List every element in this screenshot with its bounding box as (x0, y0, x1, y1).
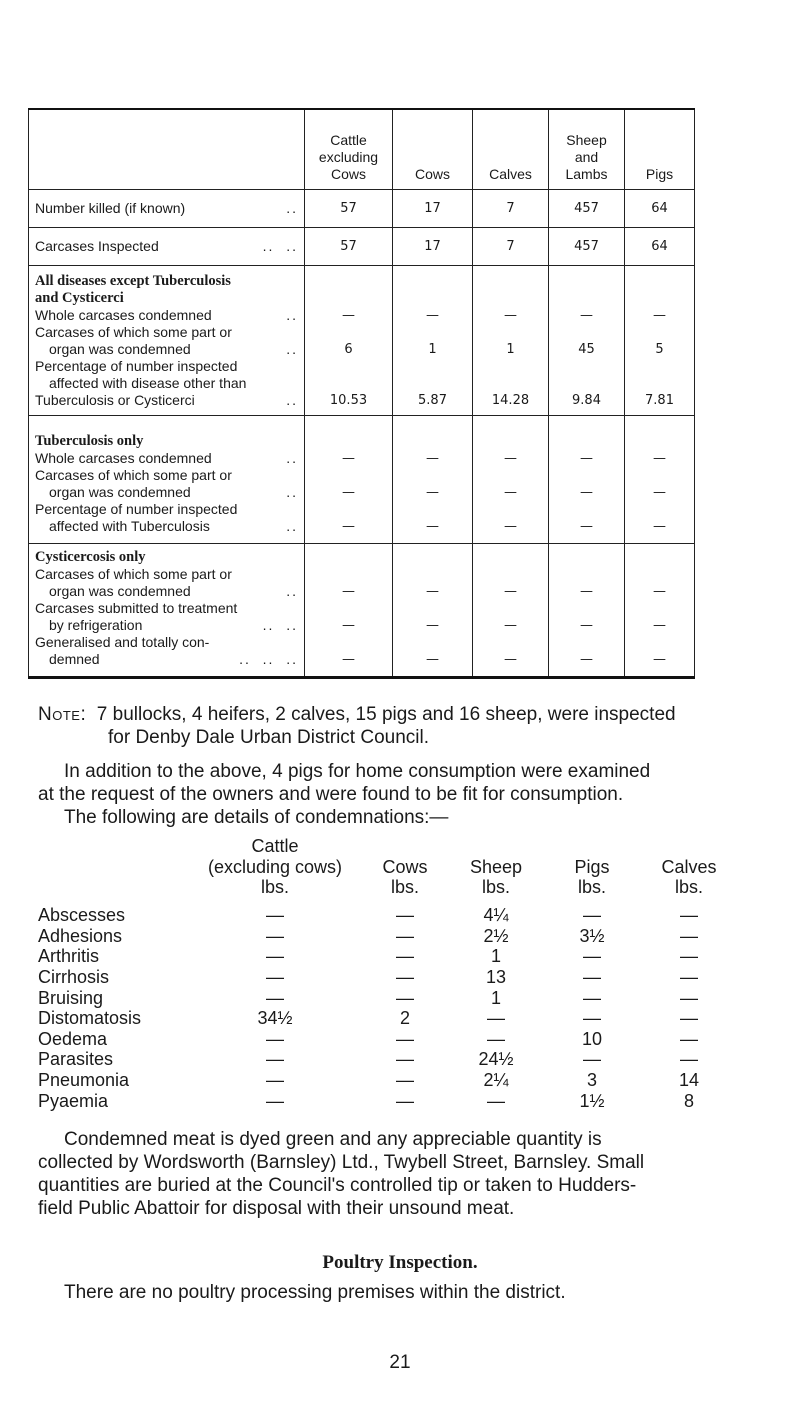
cell-value: 34½ (257, 1008, 293, 1029)
condemnations-body (38, 905, 738, 1111)
table-row (38, 1070, 738, 1091)
cell-value: — (396, 1090, 414, 1111)
cell-value: — (653, 484, 666, 500)
cell-value: 2 (399, 1008, 410, 1029)
table-row (38, 1049, 738, 1070)
paragraph-line: quantities are buried at the Council's controlled tip or taken to Hudders- (38, 1175, 637, 1196)
cell-value: — (396, 925, 414, 946)
header-cows: Cows (393, 109, 473, 189)
cell-value: 17 (393, 189, 473, 227)
cell-value: 1½ (579, 1090, 605, 1111)
header-cattle: (excluding cows) (207, 856, 343, 877)
row-label: Carcases submitted to treatment (35, 599, 238, 616)
header-calves: Calves (661, 856, 717, 877)
cell-value: 1 (490, 987, 501, 1008)
inspection-table (28, 108, 695, 679)
cell-value: — (583, 987, 601, 1008)
cell-value: — (680, 966, 698, 987)
cell-value: 10 (581, 1028, 603, 1049)
cell-value: 57 (305, 227, 393, 265)
table-row (38, 967, 738, 988)
cell-value: — (680, 1008, 698, 1029)
cell-value: — (583, 946, 601, 967)
condemnations-header (38, 857, 738, 878)
row-label: Percentage of number inspected (35, 500, 238, 517)
header-pigs: Pigs (574, 856, 610, 877)
section-heading: All diseases except Tuberculosis (35, 272, 231, 289)
cell-value: 1 (428, 341, 437, 357)
table-row: Carcases Inspected .. .. 57 17 7 457 64 (29, 227, 695, 265)
cell-value: — (396, 1028, 414, 1049)
cell-value: — (680, 1049, 698, 1070)
cell-value: — (426, 583, 439, 599)
row-label: Carcases of which some part or (35, 565, 232, 582)
note-paragraph (38, 703, 738, 749)
paragraph-line: field Public Abattoir for disposal with their unsound meat. (38, 1198, 515, 1219)
condemnations-units (38, 877, 738, 905)
note-label: Note: (38, 704, 87, 725)
condition-name: Parasites (38, 1049, 114, 1070)
cell-value: — (504, 307, 517, 323)
cell-value: 10.53 (329, 392, 368, 408)
cell-value: 4¼ (483, 905, 509, 926)
cell-value: 14 (678, 1069, 700, 1090)
cell-value: — (653, 307, 666, 323)
paragraph-line: at the request of the owners and were found to be fit for consumption. (38, 784, 624, 805)
table-row (38, 905, 738, 926)
cell-value: 2¼ (483, 1069, 509, 1090)
cell-value: — (266, 1028, 284, 1049)
table-row (38, 926, 738, 947)
cell-value: — (583, 905, 601, 926)
condition-name: Oedema (38, 1028, 108, 1049)
condition-name: Distomatosis (38, 1008, 142, 1029)
row-label-number-killed: Number killed (if known) (35, 199, 186, 216)
condition-name: Adhesions (38, 925, 123, 946)
cell-value: 5 (655, 341, 664, 357)
cell-value: — (396, 987, 414, 1008)
cell-value: — (426, 518, 439, 534)
condition-name: Cirrhosis (38, 966, 110, 987)
unit-label: lbs. (577, 877, 606, 898)
table-row (38, 1091, 738, 1112)
table-section-tuberculosis: Tuberculosis only Whole carcases condemned .. Carcases of which some part or organ was condemned .. Percentage of number inspected affected with Tuberculosis .. — — — — — — — — — — — — — — — (29, 415, 695, 543)
cell-value: 9.84 (572, 392, 601, 408)
cell-value: — (396, 966, 414, 987)
cell-value: — (653, 651, 666, 667)
cell-value: — (504, 518, 517, 534)
cell-value: 7 (473, 189, 549, 227)
cell-value: 457 (549, 189, 625, 227)
cell-value: — (580, 484, 593, 500)
cell-value: — (583, 1008, 601, 1029)
paragraph-line: collected by Wordsworth (Barnsley) Ltd., Twybell Street, Barnsley. Small (38, 1152, 645, 1173)
cell-value: — (342, 583, 355, 599)
cell-value: — (680, 1028, 698, 1049)
cell-value: — (504, 651, 517, 667)
cell-value: — (266, 966, 284, 987)
cell-value: — (504, 484, 517, 500)
cell-value: 57 (305, 189, 393, 227)
cell-value: — (266, 905, 284, 926)
table-row (38, 1008, 738, 1029)
table-section-cysticercosis: Cysticercosis only Carcases of which some part or organ was condemned .. Carcases submitted to treatment by refrigeration .. .. Generalised and totally con- demned .. .. .. — — — — — — — — — — — — — — — (29, 543, 695, 677)
header-blank (29, 109, 305, 189)
cell-value: — (426, 307, 439, 323)
row-label: organ was condemned (49, 340, 191, 357)
cell-value: 24½ (478, 1049, 514, 1070)
table-row (38, 946, 738, 967)
cell-value: — (487, 1008, 505, 1029)
cell-value: — (653, 583, 666, 599)
poultry-text: There are no poultry processing premises within the district. (64, 1282, 566, 1303)
disposal-paragraph (38, 1128, 758, 1220)
cell-value: — (580, 583, 593, 599)
page-number: 21 (389, 1352, 411, 1373)
cell-value: — (266, 946, 284, 967)
cell-value: 14.28 (491, 392, 530, 408)
cell-value: 13 (485, 966, 507, 987)
cell-value: 1 (490, 946, 501, 967)
header-cows: Cows (382, 856, 428, 877)
cell-value: 64 (625, 189, 695, 227)
condition-name: Pneumonia (38, 1069, 130, 1090)
row-label: Carcases of which some part or (35, 466, 232, 483)
condition-name: Bruising (38, 987, 104, 1008)
table-header-row (29, 109, 695, 189)
row-label: Carcases of which some part or (35, 323, 232, 340)
cell-value: 7.81 (645, 392, 674, 408)
cell-value: 457 (549, 227, 625, 265)
table-row (38, 988, 738, 1009)
table-row (38, 1029, 738, 1050)
cell-value: 1 (506, 341, 515, 357)
cell-value: — (680, 946, 698, 967)
condemnations-header-top (38, 836, 738, 857)
cell-value: — (266, 1069, 284, 1090)
cell-value: — (653, 617, 666, 633)
paragraph-line: Condemned meat is dyed green and any appreciable quantity is (64, 1129, 602, 1150)
table-section-all-diseases: All diseases except Tuberculosis and Cysticerci Whole carcases condemned .. Carcases of which some part or organ was condemned .. Percentage of number inspected affected with disease other than Tuberculosis or Cysticerci .. — 6 10.53 — 1 5.87 — 1 14.28 — 45 9.84 — 5 7.81 (29, 265, 695, 415)
cell-value: — (342, 651, 355, 667)
condition-name: Abscesses (38, 905, 126, 926)
cell-value: — (396, 946, 414, 967)
paragraph-line: The following are details of condemnations:— (64, 807, 449, 828)
cell-value: 64 (625, 227, 695, 265)
cell-value: — (342, 450, 355, 466)
cell-value: 3 (586, 1069, 597, 1090)
cell-value: — (426, 651, 439, 667)
paragraph-line: In addition to the above, 4 pigs for home consumption were examined (64, 761, 651, 782)
cell-value: — (266, 1049, 284, 1070)
section-heading: Tuberculosis only (35, 432, 144, 449)
cell-value: — (426, 617, 439, 633)
cell-value: — (504, 583, 517, 599)
cell-value: — (342, 307, 355, 323)
row-label: Generalised and totally con- (35, 633, 210, 650)
cell-value: — (580, 450, 593, 466)
cell-value: — (342, 518, 355, 534)
cell-value: — (680, 925, 698, 946)
table-row: Number killed (if known) .. 57 17 7 457 64 (29, 189, 695, 227)
unit-label: lbs. (390, 877, 419, 898)
cell-value: 3½ (579, 925, 605, 946)
note-line: for Denby Dale Urban District Council. (108, 727, 430, 748)
condition-name: Pyaemia (38, 1090, 109, 1111)
cell-value: — (266, 925, 284, 946)
cell-value: — (583, 966, 601, 987)
header-cattle: Cattle excluding Cows (305, 109, 393, 189)
cell-value: — (580, 518, 593, 534)
cell-value: — (504, 617, 517, 633)
row-label: Whole carcases condemned (35, 306, 212, 323)
cell-value: — (266, 1090, 284, 1111)
unit-label: lbs. (674, 877, 703, 898)
cell-value: — (680, 905, 698, 926)
cell-value: — (653, 450, 666, 466)
unit-label: lbs. (481, 877, 510, 898)
row-label-carcases-inspected: Carcases Inspected (35, 237, 159, 254)
row-label: by refrigeration (49, 616, 143, 633)
cell-value: — (504, 450, 517, 466)
cell-value: — (680, 987, 698, 1008)
header-calves: Calves (473, 109, 549, 189)
cell-value: 6 (344, 341, 353, 357)
row-label: Percentage of number inspected (35, 357, 238, 374)
header-pigs: Pigs (625, 109, 695, 189)
section-heading: and Cysticerci (35, 289, 124, 306)
condemnations-table (38, 836, 738, 1111)
cell-value: — (487, 1028, 505, 1049)
poultry-heading: Poultry Inspection. (322, 1252, 478, 1273)
cell-value: — (426, 484, 439, 500)
note-line: 7 bullocks, 4 heifers, 2 calves, 15 pigs and 16 sheep, were inspected (96, 704, 676, 725)
cell-value: — (342, 617, 355, 633)
row-label: demned (49, 650, 100, 667)
header-cattle-top: Cattle (251, 836, 299, 856)
cell-value: — (342, 484, 355, 500)
cell-value: — (653, 518, 666, 534)
cell-value: — (580, 651, 593, 667)
header-sheep: Sheep (469, 856, 523, 877)
row-label: affected with disease other than (49, 374, 247, 391)
row-label: organ was condemned (49, 582, 191, 599)
addition-paragraph (38, 760, 758, 829)
cell-value: — (580, 617, 593, 633)
condition-name: Arthritis (38, 946, 100, 967)
cell-value: 8 (683, 1090, 694, 1111)
cell-value: — (396, 1049, 414, 1070)
row-label: organ was condemned (49, 483, 191, 500)
row-label: affected with Tuberculosis (49, 517, 210, 534)
cell-value: — (583, 1049, 601, 1070)
cell-value: — (580, 307, 593, 323)
cell-value: 7 (473, 227, 549, 265)
cell-value: — (396, 905, 414, 926)
section-heading: Cysticercosis only (35, 548, 146, 565)
row-label: Tuberculosis or Cysticerci (35, 391, 195, 408)
cell-value: 45 (578, 341, 595, 357)
cell-value: — (487, 1090, 505, 1111)
unit-label: lbs. (260, 877, 289, 898)
header-sheep: Sheep and Lambs (549, 109, 625, 189)
row-label: Whole carcases condemned (35, 449, 212, 466)
cell-value: 5.87 (418, 392, 447, 408)
cell-value: — (266, 987, 284, 1008)
cell-value: 17 (393, 227, 473, 265)
cell-value: 2½ (483, 925, 509, 946)
cell-value: — (426, 450, 439, 466)
cell-value: — (396, 1069, 414, 1090)
